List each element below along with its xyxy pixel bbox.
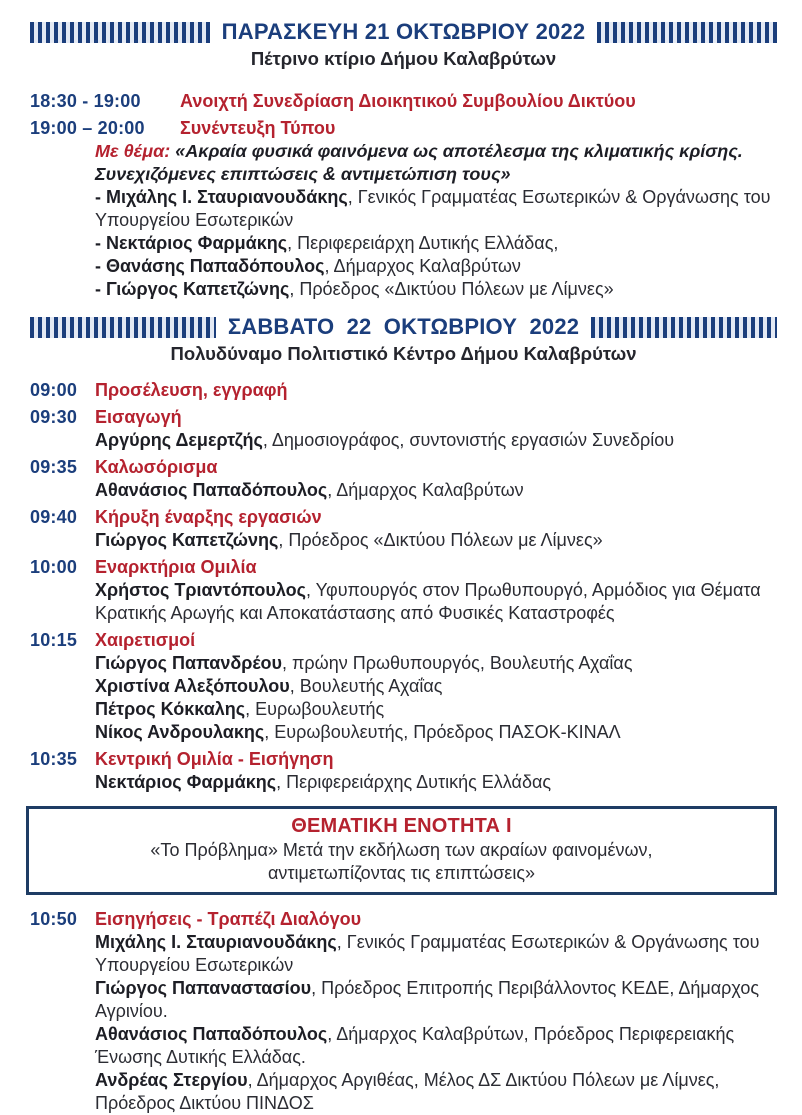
speaker-name: Γιώργος Παπανδρέου	[95, 653, 283, 673]
speaker-role: , Γενικός Γραμματέας Εσωτερικών & Οργάνωσης του Υπουργείου Εσωτερικών	[95, 932, 760, 975]
time-label: 09:35	[30, 457, 78, 477]
day1-header	[30, 20, 777, 44]
item-title: Ανοιχτή Συνεδρίαση Διοικητικού Συμβουλίου Δικτύου	[180, 91, 636, 111]
theme-label: Με θέμα:	[95, 141, 171, 161]
schedule-item-1900	[30, 117, 777, 140]
speaker-name: Χριστίνα Αλεξόπουλου	[95, 676, 290, 696]
day2-header	[30, 315, 777, 339]
speaker-line	[95, 721, 777, 744]
speaker-name: Αργύρης Δεμερτζής	[95, 430, 263, 450]
speaker-role: , Πρόεδρος Επιτροπής Περιβάλλοντος ΚΕΔΕ, Δήμαρχος Αγρινίου.	[95, 978, 760, 1021]
speaker-name: - Γιώργος Καπετζώνης	[95, 279, 290, 299]
speaker-name: Αθανάσιος Παπαδόπουλος	[95, 480, 328, 500]
speaker-name: Νίκος Ανδρουλακης	[95, 722, 265, 742]
item-title: Χαιρετισμοί	[95, 630, 196, 650]
time-label: 18:30 - 19:00	[30, 91, 141, 111]
time-label: 09:00	[30, 380, 78, 400]
speaker-role: , Γενικός Γραμματέας Εσωτερικών & Οργάνωσης του Υπουργείου Εσωτερικών	[95, 187, 771, 230]
speaker-line	[95, 579, 777, 625]
speaker-line	[95, 278, 777, 301]
speaker-name: - Νεκτάριος Φαρμάκης	[95, 233, 288, 253]
speaker-role: , Δήμαρχος Καλαβρύτων	[327, 480, 524, 500]
speaker-name: Χρήστος Τριαντόπουλος	[95, 580, 306, 600]
time-label: 09:40	[30, 507, 78, 527]
speaker-name: Πέτρος Κόκκαλης	[95, 699, 246, 719]
speaker-role: , Δήμαρχος Αργιθέας, Μέλος ΔΣ Δικτύου Πόλεων με Λίμνες, Πρόεδρος Δικτύου ΠΙΝΔΟΣ	[95, 1070, 720, 1113]
schedule-item-1035	[30, 748, 777, 794]
time-label: 19:00 – 20:00	[30, 118, 145, 138]
speaker-line	[95, 1023, 777, 1069]
speaker-role: , Υφυπουργός στον Πρωθυπουργό, Αρμόδιος για Θέματα Κρατικής Αρωγής και Αποκατάστασης από Φυσικές Καταστροφές	[95, 580, 761, 623]
item-title: Συνέντευξη Τύπου	[180, 118, 336, 138]
speaker-role: , Δημοσιογράφος, συντονιστής εργασιών Συνεδρίου	[262, 430, 675, 450]
header-bars-right	[591, 317, 777, 338]
time-label: 10:15	[30, 630, 78, 650]
press-conference-theme	[95, 140, 777, 186]
header-bars-left	[30, 22, 210, 43]
speaker-role: , Βουλευτής Αχαΐας	[289, 676, 443, 696]
speaker-name: Γιώργος Παπαναστασίου	[95, 978, 312, 998]
theme-text: «Ακραία φυσικά φαινόμενα ως αποτέλεσμα της κλιματικής κρίσης. Συνεχιζόμενες επιπτώσεις & αντιμετώπιση τους»	[95, 141, 743, 184]
thematic-box-text: «Το Πρόβλημα» Μετά την εκδήλωση των ακραίων φαινομένων, αντιμετωπίζοντας τις επιπτώσεις»	[150, 840, 653, 883]
header-bars-left	[30, 317, 216, 338]
time-label: 10:50	[30, 909, 78, 929]
thematic-section-box	[26, 806, 777, 895]
speaker-line	[95, 1069, 777, 1115]
speaker-role: , πρώην Πρωθυπουργός, Βουλευτής Αχαΐας	[282, 653, 633, 673]
schedule-item-1830	[30, 90, 777, 113]
schedule-item-0935	[30, 456, 777, 502]
speaker-line	[95, 652, 777, 675]
schedule-item-1015	[30, 629, 777, 744]
item-title: Προσέλευση, εγγραφή	[95, 380, 288, 400]
speaker-line	[95, 771, 777, 794]
schedule-item-1050	[30, 908, 777, 1115]
speaker-line	[95, 931, 777, 977]
speaker-role: , Δήμαρχος Καλαβρύτων	[324, 256, 521, 276]
schedule-item-1000	[30, 556, 777, 625]
speaker-line	[95, 479, 777, 502]
speaker-name: Νεκτάριος Φαρμάκης	[95, 772, 277, 792]
speaker-role: , Ευρωβουλευτής, Πρόεδρος ΠΑΣΟΚ-ΚΙΝΑΛ	[264, 722, 621, 742]
speaker-line	[95, 232, 777, 255]
item-title: Εισαγωγή	[95, 407, 182, 427]
speaker-role: , Πρόεδρος «Δικτύου Πόλεων με Λίμνες»	[289, 279, 614, 299]
speaker-line	[95, 255, 777, 278]
day1-header-title: ΠΑΡΑΣΚΕΥΗ 21 ΟΚΤΩΒΡΙΟΥ 2022	[221, 19, 586, 44]
speaker-line	[95, 529, 777, 552]
item-title: Καλωσόρισμα	[95, 457, 218, 477]
speaker-name: Αθανάσιος Παπαδόπουλος	[95, 1024, 328, 1044]
speaker-name: Ανδρέας Στεργίου	[95, 1070, 248, 1090]
item-title: Κεντρική Ομιλία - Εισήγηση	[95, 749, 334, 769]
day2-header-title: ΣΑΒΒΑΤΟ 22 ΟΚΤΩΒΡΙΟΥ 2022	[227, 314, 580, 339]
speaker-line	[95, 429, 777, 452]
day1-venue: Πέτρινο κτίριο Δήμου Καλαβρύτων	[250, 48, 557, 69]
speaker-role: , Πρόεδρος «Δικτύου Πόλεων με Λίμνες»	[278, 530, 603, 550]
time-label: 10:35	[30, 749, 78, 769]
speaker-name: - Θανάσης Παπαδόπουλος	[95, 256, 325, 276]
speaker-name: Μιχάλης Ι. Σταυριανουδάκης	[95, 932, 337, 952]
thematic-box-title: ΘΕΜΑΤΙΚΗ ΕΝΟΤΗΤΑ Ι	[291, 815, 512, 837]
speaker-line	[95, 675, 777, 698]
speaker-name: Γιώργος Καπετζώνης	[95, 530, 279, 550]
speaker-line	[95, 977, 777, 1023]
day2-venue: Πολυδύναμο Πολιτιστικό Κέντρο Δήμου Καλαβρύτων	[170, 343, 637, 364]
time-label: 09:30	[30, 407, 78, 427]
item-title: Κήρυξη έναρξης εργασιών	[95, 507, 322, 527]
item-title: Εναρκτήρια Ομιλία	[95, 557, 257, 577]
schedule-item-0900	[30, 379, 777, 402]
speaker-role: , Περιφερειάρχη Δυτικής Ελλάδας,	[287, 233, 559, 253]
speaker-role: , Δήμαρχος Καλαβρύτων, Πρόεδρος Περιφερειακής Ένωσης Δυτικής Ελλάδας.	[95, 1024, 735, 1067]
time-label: 10:00	[30, 557, 78, 577]
speaker-line	[95, 186, 777, 232]
header-bars-right	[597, 22, 777, 43]
speaker-role: , Ευρωβουλευτής	[245, 699, 385, 719]
schedule-item-0940	[30, 506, 777, 552]
speaker-name: - Μιχάλης Ι. Σταυριανουδάκης	[95, 187, 348, 207]
schedule-item-0930	[30, 406, 777, 452]
speaker-line	[95, 698, 777, 721]
item-title: Εισηγήσεις - Τραπέζι Διαλόγου	[95, 909, 362, 929]
speaker-role: , Περιφερειάρχης Δυτικής Ελλάδας	[276, 772, 552, 792]
